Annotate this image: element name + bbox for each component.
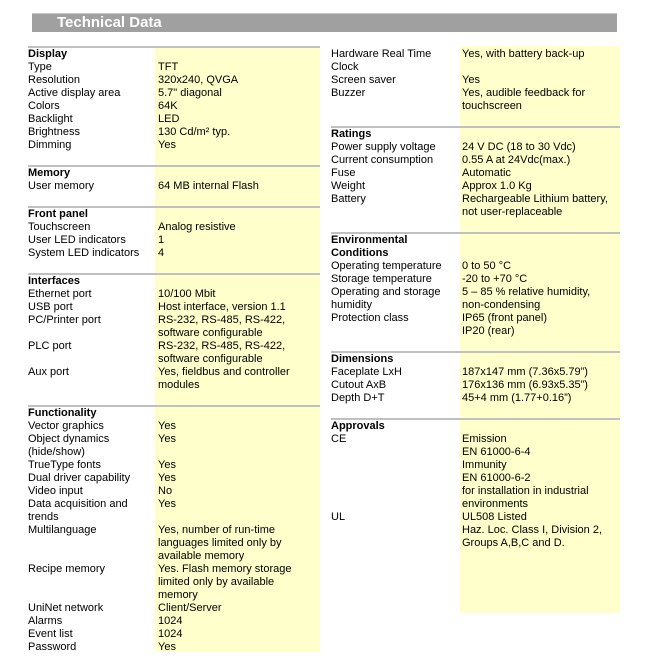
spec-label: Multilanguage (28, 524, 97, 536)
spec-row-usb-port (28, 301, 320, 314)
spec-value: IP65 (front panel) IP20 (rear) (462, 312, 547, 337)
spec-value: Yes (158, 139, 176, 151)
section-title: Approvals (331, 420, 385, 432)
spec-row-touchscreen (28, 221, 320, 234)
spec-row-uninet-network (28, 602, 320, 615)
spec-row-faceplate-lxh (331, 366, 620, 379)
spec-row-aux-port (28, 366, 320, 392)
spec-row-password (28, 641, 320, 654)
spec-value: TFT (158, 61, 179, 73)
spec-label: Password (28, 641, 77, 653)
spec-value: Yes (158, 420, 176, 432)
spec-value: Yes, number of run-time languages limited only by available memory (158, 524, 282, 562)
spec-label: Buzzer (331, 87, 366, 99)
spec-row-cutout-axb (331, 379, 620, 392)
spec-row-operating-and-storage-humidity (331, 286, 620, 312)
spec-row-system-led-indicators (28, 247, 320, 260)
section-title: Front panel (28, 208, 88, 220)
spec-label: Brightness (28, 126, 80, 138)
spec-value: 1 (158, 234, 165, 246)
spec-value: Yes, fieldbus and controller modules (158, 366, 290, 391)
spec-label: CE (331, 433, 347, 445)
spec-value: 0 to 50 °C (462, 260, 512, 272)
spec-value: Host interface, version 1.1 (158, 301, 286, 313)
spec-row-dimming (28, 139, 320, 152)
spec-value: Yes (158, 433, 176, 445)
spec-label: Resolution (28, 74, 80, 86)
section-environmental-conditions (331, 232, 620, 351)
spec-row-video-input (28, 485, 320, 498)
spec-label: Dual driver capability (28, 472, 131, 484)
spec-value: 320x240, QVGA (158, 74, 239, 86)
spec-value: Rechargeable Lithium battery, not user-replaceable (462, 193, 608, 218)
spec-row-colors (28, 100, 320, 113)
title-bar (32, 13, 617, 32)
spec-label: Battery (331, 193, 366, 205)
spec-value: No (158, 485, 173, 497)
spec-value: Emission EN 61000-6-4 Immunity EN 61000-6-2 for installation in industrial environments (462, 433, 589, 510)
spec-label: System LED indicators (28, 247, 140, 259)
section-approvals (331, 418, 620, 563)
section-display (28, 46, 320, 165)
section-title: Memory (28, 167, 71, 179)
spec-label: Ethernet port (28, 288, 92, 300)
spec-value: Analog resistive (158, 221, 236, 233)
spec-value: UL508 Listed Haz. Loc. Class I, Division 2, Groups A,B,C and D. (462, 511, 602, 549)
spec-value: Yes. Flash memory storage limited only by available memory (158, 563, 292, 601)
section-general (331, 46, 620, 126)
spec-row-event-list (28, 628, 320, 641)
spec-row-operating-temperature (331, 260, 620, 273)
spec-value: 5.7" diagonal (158, 87, 222, 99)
spec-row-brightness (28, 126, 320, 139)
spec-label: Active display area (28, 87, 121, 99)
spec-label: Dimming (28, 139, 72, 151)
spec-row-depth-d-t (331, 392, 620, 405)
spec-row-active-display-area (28, 87, 320, 100)
spec-value: 0.55 A at 24Vdc(max.) (462, 154, 571, 166)
section-title: Interfaces (28, 275, 80, 287)
spec-label: USB port (28, 301, 73, 313)
spec-value: 176x136 mm (6.93x5.35”) (462, 379, 588, 391)
spec-label: UniNet network (28, 602, 104, 614)
spec-label: Data acquisition and trends (28, 498, 128, 523)
spec-value: 45+4 mm (1.77+0.16”) (462, 392, 572, 404)
spec-label: Operating temperature (331, 260, 442, 272)
spec-value: RS-232, RS-485, RS-422, software configurable (158, 314, 286, 339)
spec-label: Aux port (28, 366, 69, 378)
spec-value: -20 to +70 °C (462, 273, 528, 285)
spec-value: Yes (158, 641, 176, 653)
spec-row-fuse (331, 167, 620, 180)
spec-label: Current consumption (331, 154, 434, 166)
section-title: Dimensions (331, 353, 394, 365)
spec-label: Fuse (331, 167, 356, 179)
spec-value: 1024 (158, 628, 183, 640)
spec-row-weight (331, 180, 620, 193)
spec-row-ethernet-port (28, 288, 320, 301)
spec-label: Video input (28, 485, 83, 497)
spec-value: LED (158, 113, 180, 125)
spec-value: Yes (462, 74, 480, 86)
spec-value: Yes, with battery back-up (462, 48, 585, 60)
spec-value: 5 – 85 % relative humidity, non-condensing (462, 286, 591, 311)
spec-label: Recipe memory (28, 563, 106, 575)
spec-value: Yes (158, 459, 176, 471)
spec-row-user-memory (28, 180, 320, 193)
spec-label: PC/Printer port (28, 314, 101, 326)
spec-label: Storage temperature (331, 273, 432, 285)
spec-label: PLC port (28, 340, 72, 352)
spec-label: Power supply voltage (331, 141, 436, 153)
spec-row-storage-temperature (331, 273, 620, 286)
spec-row-power-supply-voltage (331, 141, 620, 154)
spec-row-multilanguage (28, 524, 320, 563)
section-title: Ratings (331, 128, 372, 140)
spec-row-dual-driver-capability (28, 472, 320, 485)
spec-row-protection-class (331, 312, 620, 338)
section-title: Display (28, 48, 68, 60)
spec-row-truetype-fonts (28, 459, 320, 472)
spec-row-pc-printer-port (28, 314, 320, 340)
spec-row-screen-saver (331, 74, 620, 87)
spec-row-recipe-memory (28, 563, 320, 602)
spec-row-vector-graphics (28, 420, 320, 433)
spec-label: Colors (28, 100, 60, 112)
spec-label: Vector graphics (28, 420, 104, 432)
spec-label: Object dynamics (hide/show) (28, 433, 110, 458)
spec-label: Depth D+T (331, 392, 385, 404)
section-title: Environmental Conditions (331, 234, 408, 259)
spec-value: 64 MB internal Flash (158, 180, 259, 192)
section-functionality (28, 405, 320, 667)
spec-row-hardware-real-time-clock (331, 48, 620, 74)
spec-row-resolution (28, 74, 320, 87)
spec-row-object-dynamics-hide-show (28, 433, 320, 459)
spec-value: Automatic (462, 167, 511, 179)
spec-row-ul (331, 511, 620, 550)
spec-label: Protection class (331, 312, 409, 324)
section-interfaces (28, 273, 320, 405)
spec-label: Backlight (28, 113, 73, 125)
spec-row-data-acquisition-and-trends (28, 498, 320, 524)
section-memory (28, 165, 320, 206)
spec-label: Hardware Real Time Clock (331, 48, 432, 73)
spec-label: Event list (28, 628, 73, 640)
section-title: Functionality (28, 407, 97, 419)
page-title: Technical Data (57, 14, 162, 31)
right-spec-table (331, 46, 620, 563)
spec-label: User LED indicators (28, 234, 126, 246)
spec-value: Yes (158, 498, 176, 510)
spec-row-buzzer (331, 87, 620, 113)
spec-label: TrueType fonts (28, 459, 101, 471)
spec-value: 130 Cd/m² typ. (158, 126, 231, 138)
spec-label: Type (28, 61, 52, 73)
spec-row-current-consumption (331, 154, 620, 167)
section-dimensions (331, 351, 620, 418)
spec-row-alarms (28, 615, 320, 628)
spec-value: 24 V DC (18 to 30 Vdc) (462, 141, 576, 153)
spec-value: 4 (158, 247, 165, 259)
spec-value: 64K (158, 100, 178, 112)
spec-value: RS-232, RS-485, RS-422, software configurable (158, 340, 286, 365)
spec-value: Yes (158, 472, 176, 484)
spec-value: Client/Server (158, 602, 222, 614)
left-spec-table (28, 46, 320, 667)
section-front-panel (28, 206, 320, 273)
spec-label: Touchscreen (28, 221, 91, 233)
spec-label: Faceplate LxH (331, 366, 402, 378)
spec-row-backlight (28, 113, 320, 126)
spec-label: User memory (28, 180, 95, 192)
spec-value: 10/100 Mbit (158, 288, 216, 300)
spec-label: UL (331, 511, 346, 523)
spec-label: Weight (331, 180, 366, 192)
spec-value: Approx 1.0 Kg (462, 180, 532, 192)
spec-row-type (28, 61, 320, 74)
spec-row-plc-port (28, 340, 320, 366)
spec-label: Alarms (28, 615, 63, 627)
spec-value: Yes, audible feedback for touchscreen (462, 87, 586, 112)
spec-label: Screen saver (331, 74, 396, 86)
spec-row-battery (331, 193, 620, 219)
spec-label: Cutout AxB (331, 379, 387, 391)
spec-row-ce (331, 433, 620, 511)
spec-value: 187x147 mm (7.36x5.79”) (462, 366, 588, 378)
spec-value: 1024 (158, 615, 183, 627)
spec-row-user-led-indicators (28, 234, 320, 247)
spec-label: Operating and storage humidity (331, 286, 441, 311)
section-ratings (331, 126, 620, 232)
